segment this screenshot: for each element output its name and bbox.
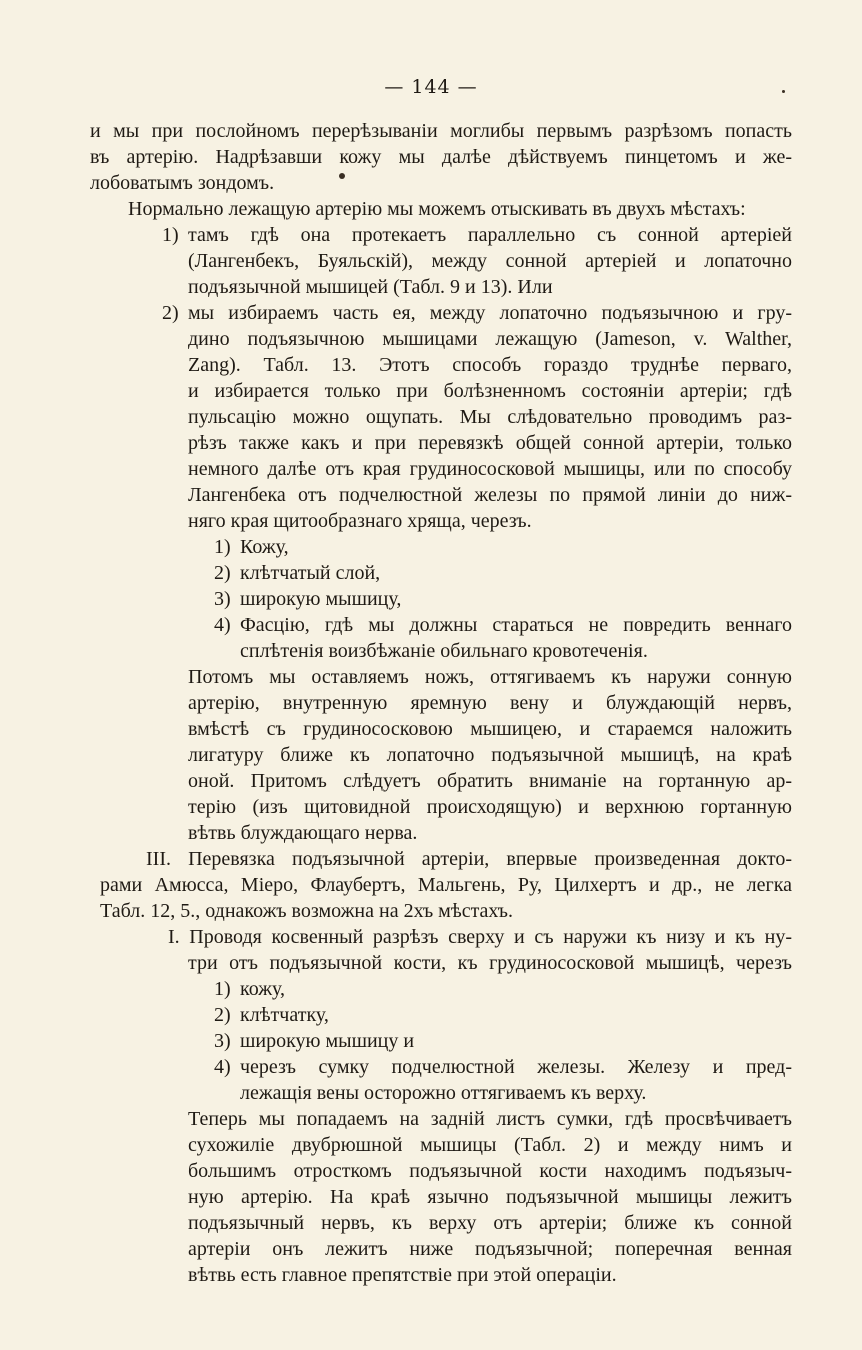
- text-line: I. Проводя косвенный разрѣзъ сверху и съ наружи къ низу и къ ну-: [168, 926, 792, 948]
- text-line: вѣтвь блуждающаго нерва.: [188, 822, 418, 844]
- list-marker: 2): [214, 1004, 231, 1026]
- text-line: широкую мышицу и: [240, 1030, 415, 1052]
- text-line: рами Амюсса, Міеро, Флаубертъ, Мальгень, Ру, Цилхертъ и др., не легка: [100, 874, 792, 896]
- text-line: сплѣтенія воизбѣжаніе обильнаго кровотеченія.: [240, 640, 648, 662]
- text-line: дино подъязычною мышицами лежащую (Jameson, v. Walther,: [188, 328, 792, 350]
- text-line: три отъ подъязычной кости, къ грудиноcосковой мышицѣ, черезъ: [188, 952, 792, 974]
- text-line: Лангенбека отъ подчелюстной железы по прямой линіи до ниж-: [188, 484, 792, 506]
- text-line: оной. Притомъ слѣдуетъ обратить вниманіе на гортанную ар-: [188, 770, 792, 792]
- list-marker: 1): [214, 536, 231, 558]
- text-line: Zang). Табл. 13. Этотъ способъ гораздо труднѣе перваго,: [188, 354, 792, 376]
- text-line: сухожиліе двубрюшной мышицы (Табл. 2) и между нимъ и: [188, 1134, 792, 1156]
- text-line: рѣзъ также какъ и при перевязкѣ общей сонной артеріи, только: [188, 432, 792, 454]
- text-line: черезъ сумку подчелюстной железы. Железу и пред-: [240, 1056, 792, 1078]
- ink-speck: [339, 173, 345, 179]
- text-line: лежащія вены осторожно оттягиваемъ къ верху.: [240, 1082, 647, 1104]
- list-marker: 4): [214, 1056, 231, 1078]
- list-marker: 3): [214, 588, 231, 610]
- list-marker: 2): [162, 302, 179, 324]
- text-line: вѣтвь есть главное препятствіе при этой операціи.: [188, 1264, 617, 1286]
- text-line: ную артерію. На краѣ язычно подъязычной мышицы лежитъ: [188, 1186, 792, 1208]
- page-number: — 144 —: [384, 76, 478, 98]
- text-line: лигатуру ближе къ лопаточно подъязычной мышицѣ, на краѣ: [188, 744, 792, 766]
- text-line: немного далѣе отъ края грудиноcосковой мышицы, или по способу: [188, 458, 792, 480]
- text-line: Потомъ мы оставляемъ ножъ, оттягиваемъ къ наружи сонную: [188, 666, 792, 688]
- text-line: подъязычный нервъ, къ верху отъ артеріи; ближе къ сонной: [188, 1212, 792, 1234]
- text-line: вмѣстѣ съ грудиноcосковою мышицею, и стараемся наложить: [188, 718, 792, 740]
- text-line: широкую мышицу,: [240, 588, 402, 610]
- text-line: тамъ гдѣ она протекаетъ параллельно съ сонной артеріей: [188, 224, 792, 246]
- list-marker: 2): [214, 562, 231, 584]
- list-marker: 1): [162, 224, 179, 246]
- text-line: клѣтчатку,: [240, 1004, 329, 1026]
- text-line: Фасцію, гдѣ мы должны стараться не повредить веннаго: [240, 614, 792, 636]
- text-line: артерію, внутренную яремную вену и блуждающій нервъ,: [188, 692, 792, 714]
- text-line: и избирается только при болѣзненномъ состояніи артеріи; гдѣ: [188, 380, 792, 402]
- text-line: Кожу,: [240, 536, 289, 558]
- text-line: терію (изъ щитовидной происходящую) и верхнюю гортанную: [188, 796, 792, 818]
- text-line: большимъ отросткомъ подъязычной кости находимъ подъязыч-: [188, 1160, 792, 1182]
- text-line: няго края щитообразнаго хряща, черезъ.: [188, 510, 532, 532]
- text-line: III. Перевязка подъязычной артеріи, впервые произведенная докто-: [146, 848, 792, 870]
- list-marker: 4): [214, 614, 231, 636]
- text-line: кожу,: [240, 978, 286, 1000]
- text-line: пульсацію можно ощупать. Мы слѣдовательно проводимъ раз-: [188, 406, 792, 428]
- text-line: и мы при послойномъ перерѣзываніи моглибы первымъ разрѣзомъ попасть: [90, 120, 792, 142]
- list-marker: 1): [214, 978, 231, 1000]
- text-line: Нормально лежащую артерію мы можемъ отыскивать въ двухъ мѣстахъ:: [128, 198, 746, 220]
- ink-speck: [782, 90, 785, 93]
- text-line: въ артерію. Надрѣзавши кожу мы далѣе дѣйствуемъ пинцетомъ и же-: [90, 146, 792, 168]
- text-line: Теперь мы попадаемъ на задній листъ сумки, гдѣ просвѣчиваетъ: [188, 1108, 792, 1130]
- text-line: клѣтчатый слой,: [240, 562, 381, 584]
- text-line: Табл. 12, 5., однакожъ возможна на 2хъ мѣстахъ.: [100, 900, 514, 922]
- text-line: подъязычной мышицей (Табл. 9 и 13). Или: [188, 276, 553, 298]
- text-line: мы избираемъ часть ея, между лопаточно подъязычною и гру-: [188, 302, 792, 324]
- text-line: лобоватымъ зондомъ.: [90, 172, 275, 194]
- text-line: артеріи онъ лежитъ ниже подъязычной; поперечная венная: [188, 1238, 792, 1260]
- list-marker: 3): [214, 1030, 231, 1052]
- text-line: (Лангенбекъ, Буяльскій), между сонной артеріей и лопаточно: [188, 250, 792, 272]
